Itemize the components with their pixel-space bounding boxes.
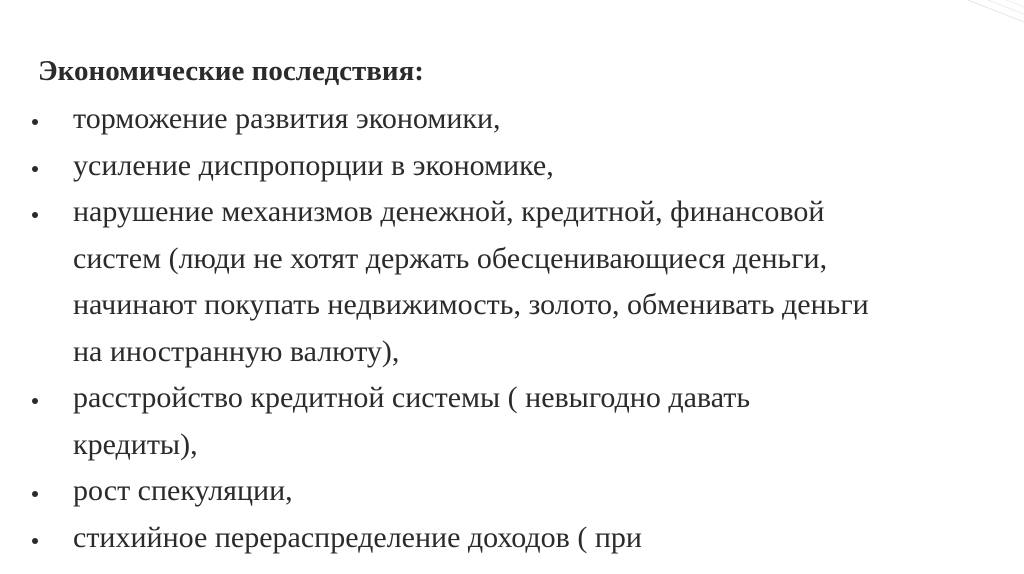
list-item <box>0 468 1024 515</box>
list-item-text: рост спекуляции, <box>73 474 293 507</box>
slide-heading: Экономические последствия: <box>38 55 424 87</box>
list-item-text: стихийное перераспределение доходов ( при <box>73 520 642 554</box>
bullet-icon <box>32 212 38 218</box>
bullet-icon <box>32 538 38 544</box>
consequences-list <box>0 96 1024 561</box>
corner-decoration <box>954 0 1024 40</box>
bullet-icon <box>32 166 38 172</box>
list-item-text: систем (люди не хотят держать обесценивающиеся деньги, <box>73 241 828 275</box>
list-item-text: расстройство кредитной системы ( невыгодно давать <box>73 381 751 414</box>
bullet-icon <box>32 491 38 497</box>
list-item-text: на иностранную валюту), <box>73 334 400 368</box>
bullet-icon <box>32 119 38 125</box>
list-item <box>0 189 1024 375</box>
list-item-text: усиление диспропорции в экономике, <box>73 148 554 182</box>
list-item <box>0 515 1024 562</box>
list-item-text: торможение развития экономики, <box>73 102 501 135</box>
list-item-text: нарушение механизмов денежной, кредитной, финансовой <box>73 195 825 228</box>
list-item <box>0 96 1024 143</box>
list-item-text: кредиты), <box>73 427 198 461</box>
list-item <box>0 143 1024 190</box>
list-item <box>0 375 1024 468</box>
bullet-icon <box>32 398 38 404</box>
list-item-text: начинают покупать недвижимость, золото, обменивать деньги <box>73 288 869 321</box>
